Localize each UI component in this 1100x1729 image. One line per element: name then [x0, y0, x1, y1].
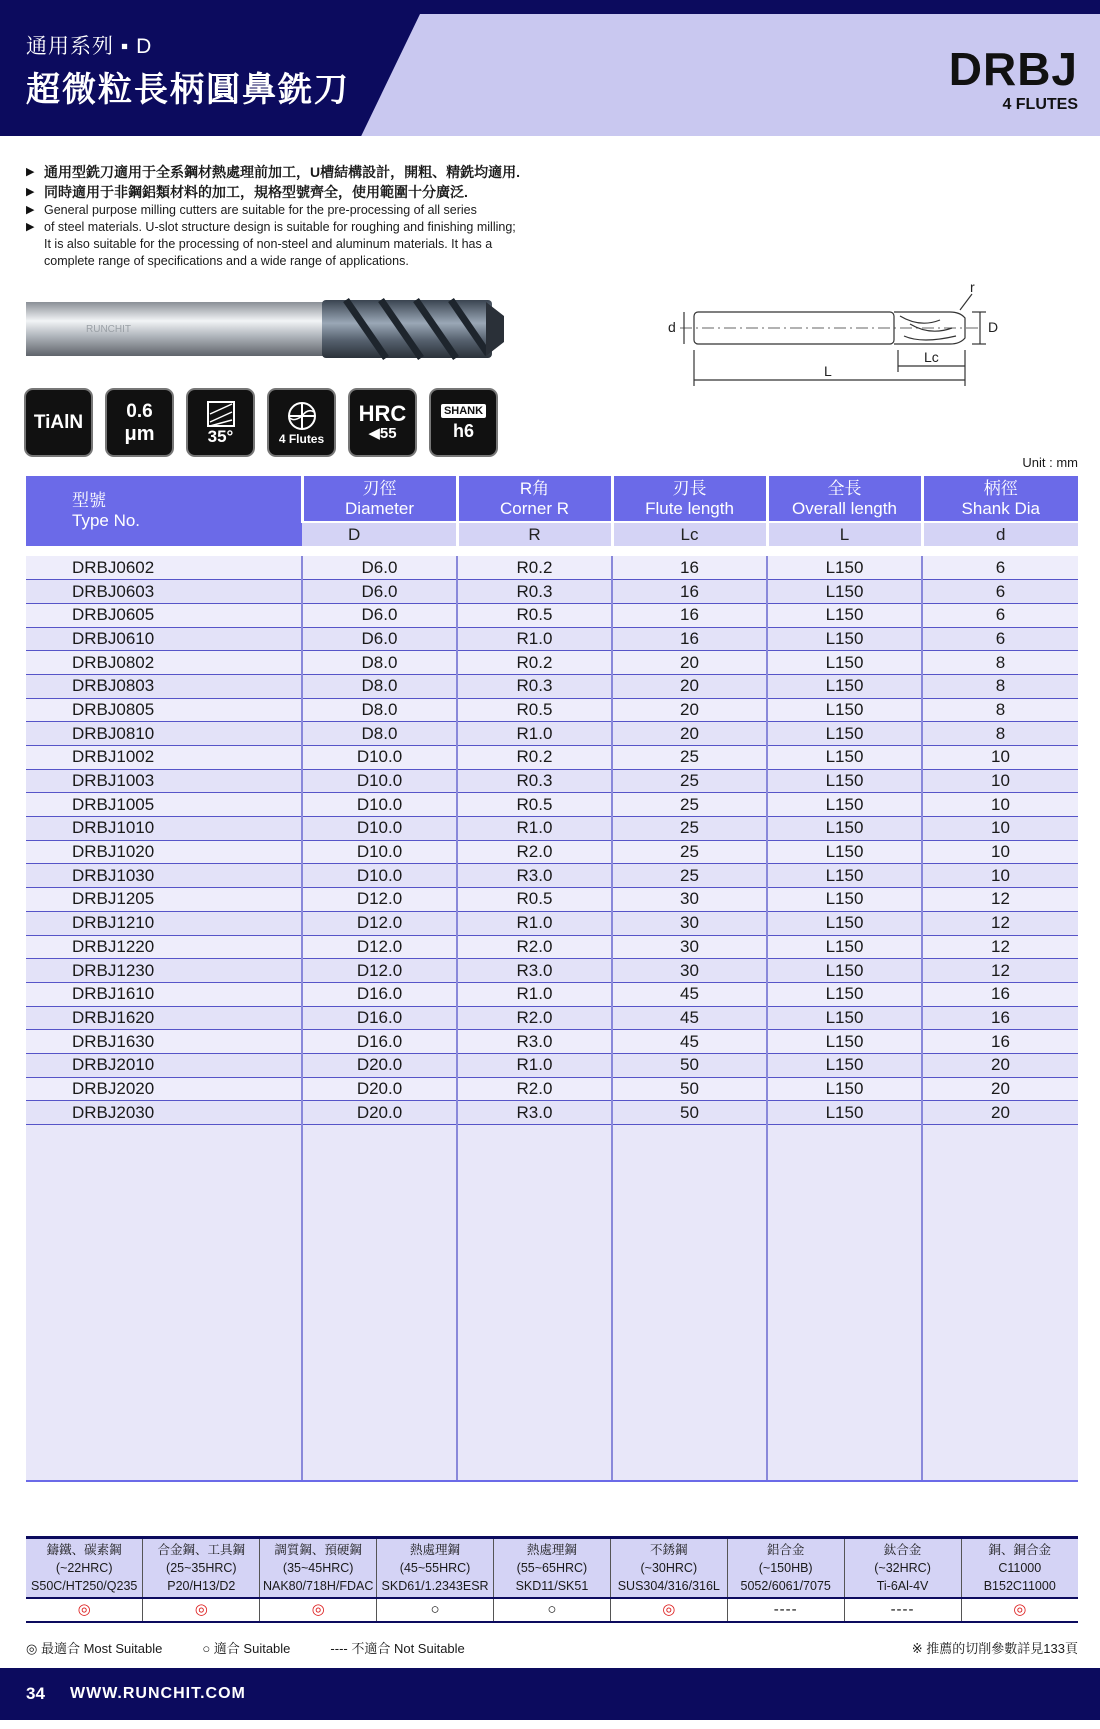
table-cell: D12.0: [302, 935, 457, 959]
material-cell: [610, 1538, 727, 1599]
table-cell: L150: [767, 840, 922, 864]
material-grades: 5052/6061/7075: [740, 1579, 831, 1593]
table-cell: DRBJ1010: [26, 817, 302, 841]
table-cell: L150: [767, 959, 922, 983]
header-diameter: 刃徑 Diameter: [302, 476, 457, 522]
table-cell: 20: [922, 1077, 1078, 1101]
table-row: [26, 674, 1078, 698]
table-cell: 30: [612, 959, 767, 983]
table-cell: R2.0: [457, 1077, 612, 1101]
suitability-symbol: ----: [727, 1598, 844, 1622]
table-cell: DRBJ2030: [26, 1101, 302, 1125]
material-suitability-row: [26, 1598, 1078, 1622]
table-cell: 10: [922, 793, 1078, 817]
table-cell: DRBJ2020: [26, 1077, 302, 1101]
symbol-Lc: Lc: [612, 522, 767, 546]
table-cell: D8.0: [302, 674, 457, 698]
material-hardness: (~150HB): [758, 1561, 813, 1575]
website-link[interactable]: WWW.RUNCHIT.COM: [70, 1685, 246, 1702]
table-row: [26, 698, 1078, 722]
helix-icon: [206, 400, 236, 428]
material-name: 鑄鐵、碳素鋼: [46, 1543, 122, 1557]
label-Lc: Lc: [924, 349, 939, 365]
table-cell: R0.3: [457, 769, 612, 793]
material-name: 調質鋼、預硬鋼: [274, 1543, 362, 1557]
material-suitability-table: [26, 1536, 1078, 1623]
material-cell: [260, 1538, 377, 1599]
table-cell: L150: [767, 1077, 922, 1101]
feature-icons: [24, 388, 498, 457]
table-cell: L150: [767, 556, 922, 580]
table-cell: D10.0: [302, 817, 457, 841]
table-cell: R2.0: [457, 1006, 612, 1030]
material-name: 熱處理鋼: [526, 1543, 577, 1557]
table-cell: R3.0: [457, 959, 612, 983]
suitability-symbol: ----: [844, 1598, 961, 1622]
table-cell: 8: [922, 722, 1078, 746]
table-cell: 25: [612, 864, 767, 888]
table-cell: D20.0: [302, 1053, 457, 1077]
table-cell: L150: [767, 651, 922, 675]
table-cell: D10.0: [302, 864, 457, 888]
symbol-D: D: [302, 522, 457, 546]
suitability-symbol: ○: [494, 1598, 611, 1622]
table-cell: 20: [922, 1101, 1078, 1125]
table-cell: 10: [922, 769, 1078, 793]
table-cell: D6.0: [302, 580, 457, 604]
material-grades: NAK80/718H/FDAC: [262, 1579, 374, 1593]
table-cell: 16: [612, 603, 767, 627]
suitability-symbol: ○: [377, 1598, 494, 1622]
table-empty-area: [26, 1125, 1078, 1481]
material-hardness: (~22HRC): [55, 1561, 113, 1575]
table-cell: L150: [767, 911, 922, 935]
label-r: r: [970, 280, 975, 295]
table-cell: D8.0: [302, 651, 457, 675]
header-overall-length: 全長 Overall length: [767, 476, 922, 522]
table-cell: 50: [612, 1077, 767, 1101]
material-hardness: (35~45HRC): [282, 1561, 354, 1575]
table-cell: D12.0: [302, 911, 457, 935]
table-cell: L150: [767, 817, 922, 841]
table-cell: 16: [922, 1030, 1078, 1054]
table-cell: D10.0: [302, 769, 457, 793]
table-cell: 10: [922, 840, 1078, 864]
header-shank-dia: 柄徑 Shank Dia: [922, 476, 1078, 522]
table-row: [26, 1030, 1078, 1054]
helix-angle-icon: 35°: [186, 388, 255, 457]
legend-not-suitable: ---- 不適合 Not Suitable: [330, 1641, 465, 1656]
photo-brand-text: RUNCHIT: [86, 324, 131, 335]
table-cell: 45: [612, 1006, 767, 1030]
table-cell: R0.3: [457, 580, 612, 604]
table-row: [26, 864, 1078, 888]
table-cell: DRBJ1005: [26, 793, 302, 817]
material-grades: SUS304/316/316L: [617, 1579, 720, 1593]
material-grades: B152C11000: [983, 1579, 1056, 1593]
table-row: [26, 769, 1078, 793]
table-row: [26, 793, 1078, 817]
table-cell: D12.0: [302, 888, 457, 912]
description-line: ▶ 通用型銑刀適用于全系鋼材熱處理前加工，U槽結構設計，開粗、精銑均適用.: [26, 164, 520, 180]
table-cell: D20.0: [302, 1101, 457, 1125]
table-cell: 12: [922, 911, 1078, 935]
material-cell: [377, 1538, 494, 1599]
table-cell: L150: [767, 580, 922, 604]
triangle-bullet-icon: ▶: [26, 221, 35, 233]
table-cell: 50: [612, 1053, 767, 1077]
table-cell: L150: [767, 888, 922, 912]
table-row: [26, 1006, 1078, 1030]
material-name: 鈦合金: [883, 1543, 922, 1557]
table-cell: D8.0: [302, 722, 457, 746]
material-name: 鋁合金: [766, 1543, 805, 1557]
table-cell: 20: [612, 722, 767, 746]
table-cell: R1.0: [457, 911, 612, 935]
table-cell: DRBJ1230: [26, 959, 302, 983]
material-cell: [844, 1538, 961, 1599]
flutes-icon: 4 Flutes: [267, 388, 336, 457]
table-row: [26, 1101, 1078, 1125]
table-row: [26, 722, 1078, 746]
description-line: It is also suitable for the processing of non-steel and aluminum materials. It has a: [44, 237, 493, 251]
material-hardness: (~32HRC): [874, 1561, 931, 1575]
table-cell: 20: [922, 1053, 1078, 1077]
table-row: [26, 556, 1078, 580]
table-cell: D6.0: [302, 603, 457, 627]
table-cell: L150: [767, 746, 922, 770]
description-line: ▶ General purpose milling cutters are suitable for the pre-processing of all series: [26, 203, 477, 217]
model-code: DRBJ: [948, 43, 1078, 95]
table-cell: 16: [612, 580, 767, 604]
table-cell: DRBJ0803: [26, 674, 302, 698]
table-cell: 25: [612, 769, 767, 793]
material-cell: [26, 1538, 143, 1599]
table-cell: 8: [922, 698, 1078, 722]
table-cell: DRBJ0610: [26, 627, 302, 651]
footer: [0, 1668, 1100, 1720]
material-grades: SKD11/SK51: [515, 1579, 589, 1593]
table-cell: 20: [612, 698, 767, 722]
table-cell: D6.0: [302, 556, 457, 580]
table-cell: DRBJ1210: [26, 911, 302, 935]
specification-table: [26, 476, 1078, 1482]
table-cell: 6: [922, 580, 1078, 604]
label-D: D: [988, 319, 999, 335]
table-cell: 25: [612, 793, 767, 817]
table-cell: 16: [922, 982, 1078, 1006]
table-cell: 6: [922, 556, 1078, 580]
table-cell: L150: [767, 1030, 922, 1054]
material-grades: Ti-6Al-4V: [876, 1579, 929, 1593]
table-cell: 45: [612, 1030, 767, 1054]
material-hardness: (45~55HRC): [399, 1561, 471, 1575]
table-cell: R1.0: [457, 982, 612, 1006]
table-cell: R2.0: [457, 840, 612, 864]
material-name: 不銹鋼: [650, 1543, 688, 1557]
table-cell: L150: [767, 864, 922, 888]
table-cell: DRBJ1002: [26, 746, 302, 770]
table-cell: D12.0: [302, 959, 457, 983]
table-cell: D16.0: [302, 1006, 457, 1030]
table-cell: D8.0: [302, 698, 457, 722]
table-cell: D16.0: [302, 982, 457, 1006]
legend-suitable: ○ 適合 Suitable: [202, 1641, 291, 1656]
suitability-symbol: ◎: [260, 1598, 377, 1622]
table-cell: R3.0: [457, 864, 612, 888]
triangle-bullet-icon: ▶: [26, 186, 35, 198]
series-label: 通用系列 ▪ D: [26, 35, 153, 58]
table-cell: DRBJ0802: [26, 651, 302, 675]
shank-tolerance-icon: SHANK h6: [429, 388, 498, 457]
label-L: L: [824, 363, 832, 379]
triangle-bullet-icon: ▶: [26, 204, 35, 216]
table-row: [26, 627, 1078, 651]
table-cell: L150: [767, 722, 922, 746]
table-cell: R1.0: [457, 722, 612, 746]
end-mill-photo: [26, 296, 506, 362]
table-cell: 25: [612, 817, 767, 841]
description-line: ▶ of steel materials. U-slot structure design is suitable for roughing and finishing milling;: [26, 220, 516, 234]
table-cell: R2.0: [457, 935, 612, 959]
suitability-symbol: ◎: [961, 1598, 1078, 1622]
table-row: [26, 580, 1078, 604]
grain-size-icon: 0.6 μm: [105, 388, 174, 457]
material-hardness: (55~65HRC): [516, 1561, 588, 1575]
hardness-icon: HRC ◀55: [348, 388, 417, 457]
table-cell: R0.5: [457, 793, 612, 817]
page-number: 34: [26, 1684, 45, 1703]
material-grades: S50C/HT250/Q235: [31, 1579, 138, 1593]
table-cell: R0.5: [457, 698, 612, 722]
material-cell: [143, 1538, 260, 1599]
table-cell: 20: [612, 674, 767, 698]
table-row: [26, 1077, 1078, 1101]
material-cell: [494, 1538, 611, 1599]
table-cell: R0.5: [457, 888, 612, 912]
table-cell: R1.0: [457, 817, 612, 841]
four-flutes-icon: [286, 400, 318, 432]
description-line: ▶ 同時適用于非鋼鋁類材料的加工，規格型號齊全，使用範圍十分廣泛.: [26, 184, 468, 200]
technical-drawing: [660, 280, 1080, 390]
material-hardness: (~30HRC): [640, 1561, 698, 1575]
table-cell: 6: [922, 603, 1078, 627]
table-cell: DRBJ1610: [26, 982, 302, 1006]
table-row: [26, 982, 1078, 1006]
table-cell: DRBJ0805: [26, 698, 302, 722]
table-cell: L150: [767, 1053, 922, 1077]
material-name: 熱處理鋼: [410, 1543, 461, 1557]
table-cell: R0.3: [457, 674, 612, 698]
table-cell: R3.0: [457, 1101, 612, 1125]
table-row: [26, 959, 1078, 983]
table-cell: 12: [922, 935, 1078, 959]
table-cell: D10.0: [302, 746, 457, 770]
table-cell: R0.2: [457, 556, 612, 580]
table-row: [26, 935, 1078, 959]
table-cell: L150: [767, 674, 922, 698]
table-cell: DRBJ0810: [26, 722, 302, 746]
table-row: [26, 911, 1078, 935]
table-cell: DRBJ1020: [26, 840, 302, 864]
table-cell: DRBJ0602: [26, 556, 302, 580]
triangle-bullet-icon: ▶: [26, 166, 35, 178]
table-cell: 6: [922, 627, 1078, 651]
suitability-symbol: ◎: [143, 1598, 260, 1622]
table-cell: 10: [922, 746, 1078, 770]
table-cell: 30: [612, 911, 767, 935]
top-stripe: [0, 0, 1100, 14]
table-cell: D10.0: [302, 840, 457, 864]
unit-label: Unit : mm: [1022, 455, 1078, 470]
table-cell: L150: [767, 698, 922, 722]
symbol-d: d: [922, 522, 1078, 546]
page-title: 超微粒長柄圓鼻銑刀: [26, 71, 350, 109]
table-cell: R3.0: [457, 1030, 612, 1054]
table-cell: 12: [922, 959, 1078, 983]
legend-most-suitable: ◎ 最適合 Most Suitable: [26, 1641, 163, 1656]
table-cell: D16.0: [302, 1030, 457, 1054]
table-cell: 8: [922, 674, 1078, 698]
material-hardness: C11000: [998, 1561, 1042, 1575]
table-cell: 45: [612, 982, 767, 1006]
coating-icon: TiAlN: [24, 388, 93, 457]
legend-reference: ※ 推薦的切削參數詳見133頁: [911, 1641, 1078, 1656]
table-cell: 30: [612, 935, 767, 959]
material-cell: [727, 1538, 844, 1599]
table-row: [26, 603, 1078, 627]
table-cell: 10: [922, 864, 1078, 888]
table-row: [26, 840, 1078, 864]
table-cell: D6.0: [302, 627, 457, 651]
table-cell: DRBJ1620: [26, 1006, 302, 1030]
material-name: 銅、銅合金: [988, 1543, 1051, 1557]
table-cell: 25: [612, 840, 767, 864]
table-cell: 50: [612, 1101, 767, 1125]
table-cell: DRBJ1220: [26, 935, 302, 959]
material-grades: SKD61/1.2343ESR: [381, 1579, 489, 1593]
specification-rows: [26, 556, 1078, 1481]
table-row: [26, 746, 1078, 770]
label-d: d: [668, 319, 676, 335]
table-cell: DRBJ1003: [26, 769, 302, 793]
table-cell: D20.0: [302, 1077, 457, 1101]
table-cell: R0.2: [457, 651, 612, 675]
material-grades: P20/H13/D2: [167, 1579, 236, 1593]
table-row: [26, 888, 1078, 912]
table-cell: 8: [922, 651, 1078, 675]
table-cell: 16: [612, 627, 767, 651]
table-cell: L150: [767, 603, 922, 627]
product-description: [26, 162, 586, 270]
table-cell: 16: [612, 556, 767, 580]
suitability-symbol: ◎: [610, 1598, 727, 1622]
table-cell: L150: [767, 769, 922, 793]
table-cell: 12: [922, 888, 1078, 912]
suitability-symbol: ◎: [26, 1598, 143, 1622]
table-cell: DRBJ2010: [26, 1053, 302, 1077]
table-cell: DRBJ1630: [26, 1030, 302, 1054]
material-cell: [961, 1538, 1078, 1599]
symbol-R: R: [457, 522, 612, 546]
table-cell: 30: [612, 888, 767, 912]
header-type-no: 型號 Type No.: [26, 476, 302, 546]
table-row: [26, 1053, 1078, 1077]
table-cell: D10.0: [302, 793, 457, 817]
table-cell: L150: [767, 982, 922, 1006]
table-cell: DRBJ0603: [26, 580, 302, 604]
table-cell: L150: [767, 793, 922, 817]
table-cell: L150: [767, 1101, 922, 1125]
table-cell: DRBJ1030: [26, 864, 302, 888]
material-hardness: (25~35HRC): [166, 1561, 237, 1575]
material-name: 合金鋼、工具鋼: [157, 1543, 246, 1557]
table-cell: L150: [767, 627, 922, 651]
table-cell: 16: [922, 1006, 1078, 1030]
header-flute-length: 刃長 Flute length: [612, 476, 767, 522]
table-cell: R1.0: [457, 1053, 612, 1077]
table-cell: 25: [612, 746, 767, 770]
legend: [26, 1638, 1078, 1657]
table-row: [26, 651, 1078, 675]
table-cell: R0.5: [457, 603, 612, 627]
description-line: complete range of specifications and a wide range of applications.: [44, 254, 409, 268]
flutes-label: 4 FLUTES: [1002, 96, 1078, 113]
table-cell: L150: [767, 1006, 922, 1030]
table-cell: L150: [767, 935, 922, 959]
table-cell: 20: [612, 651, 767, 675]
table-cell: DRBJ0605: [26, 603, 302, 627]
header-corner-r: R角 Corner R: [457, 476, 612, 522]
table-cell: R0.2: [457, 746, 612, 770]
symbol-L: L: [767, 522, 922, 546]
table-cell: R1.0: [457, 627, 612, 651]
material-names-row: [26, 1538, 1078, 1599]
table-cell: DRBJ1205: [26, 888, 302, 912]
table-cell: 10: [922, 817, 1078, 841]
table-row: [26, 817, 1078, 841]
